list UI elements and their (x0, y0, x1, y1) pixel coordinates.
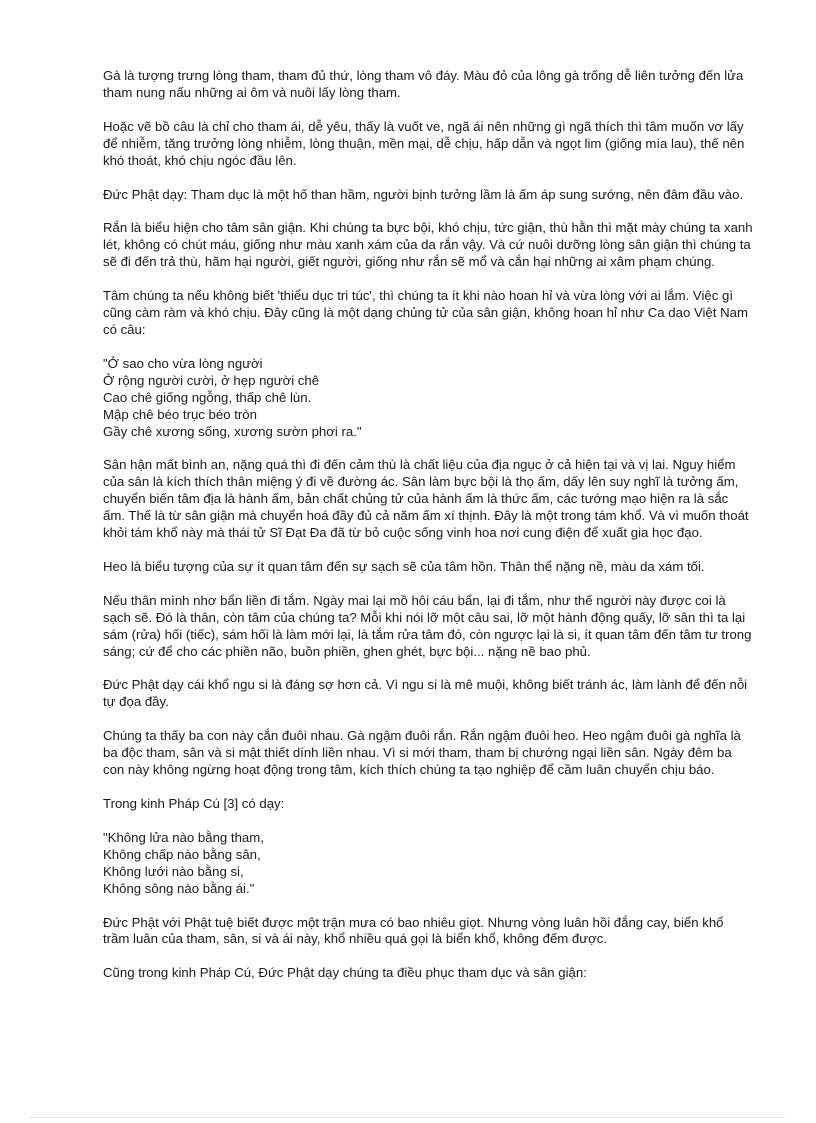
paragraph-dhammapada-intro: Trong kinh Pháp Cú [3] có dạy: (103, 796, 285, 811)
paragraph-dove: Hoặc vẽ bồ câu là chỉ cho tham ái, dễ yêu, thấy là vuốt ve, ngã ái nên những gì ngã thích thì tâm muốn vơ lấy để nhiễm, tăng trưởng lòng nhiễm, lòng thuận, mền mại, dễ chịu, hấp dẫn và ngọt lim (giống mía lau), thế nên khó thoát, khó chịu ngóc đầu lên. (103, 118, 745, 168)
paragraph-ignorance: Đức Phật dạy cái khổ ngu si là đáng sợ hơn cả. Vì ngu si là mê muội, không biết tránh ác, làm lành để đến nỗi tự đọa đầy. (103, 677, 748, 710)
paragraph-rooster: Gà là tượng trưng lòng tham, tham đủ thứ, lòng tham vô đáy. Màu đỏ của lông gà trống dễ liên tưởng đến lửa tham nung nấu những ai ôm và nuôi lấy lòng tham. (103, 68, 744, 100)
paragraph-pig: Heo là biểu tượng của sự ít quan tâm đến sự sạch sẽ của tâm hồn. Thân thể nặng nề, màu da xám tối. (103, 558, 705, 574)
paragraph-contentment: Tâm chúng ta nếu không biết 'thiểu dục tri túc', thì chúng ta ít khi nào hoan hỉ và vừa lòng với ai lắm. Việc gì cũng càm ràm và khó chịu. Đây cũng là một dạng chủng tử của sân giận, không hoan hỉ như Ca dao Việt Nam có câu: (103, 288, 748, 337)
paragraph-cleansing: Nếu thân mình nhơ bẩn liền đi tắm. Ngày mai lại mồ hôi cáu bẩn, lại đi tắm, như thế người này được coi là sạch sẽ. Đó là thân, còn tâm của chúng ta? Mỗi khi nói lỡ một câu sai, lỡ một hành động quấy, lỡ sân thì ta lại sám (rửa) hối (tiếc), sám hối là làm mới lại, là tắm rửa tâm đó, còn ngược lại là si, ít quan tâm đến tâm tư trong sáng; cứ để cho các phiền não, buồn phiền, ghen ghét, bực bội... nặng nề bao phủ. (103, 592, 752, 659)
paragraph-buddha-teaching-desire: Đức Phật dạy: Tham dục là một hố than hầm, người bịnh tưởng lầm là ấm áp sung sướng, nên đâm đầu vào. (103, 186, 744, 202)
page-bottom-divider (30, 1117, 786, 1118)
dhammapada-verse-quote: "Không lửa nào bằng tham, Không chấp nào bằng sân, Không lưới nào bằng si, Không sông nào bằng ái." (103, 829, 264, 896)
document-page (103, 68, 753, 999)
folk-verse-quote: "Ở sao cho vừa lòng người Ở rộng người cười, ở hẹp người chê Cao chê giống ngỗng, thấp chê lùn. Mập chê béo trục béo tròn Gầy chê xương sống, xương sườn phơi ra." (103, 355, 362, 439)
paragraph-anger-dangers: Sân hận mất bình an, nặng quá thì đi đến cảm thù là chất liệu của địa ngục ở cả hiện tại và vị lai. Nguy hiểm của sân là kích thích thân miệng ý đi về đường ác. Sân làm bực bội là thọ ấm, dấy lên suy nghĩ là tưởng ấm, chuyển biến tâm địa là hành ấm, bản chất chủng tử của hành ấm là thức ấm, các tướng mạo hiện ra là sắc ấm. Thế là từ sân giận mà chuyển hoá đầy đủ cả năm ấm xí thịnh. Đây là một trong tám khổ. Và vì muốn thoát khỏi tám khổ này mà thái tử Sĩ Đạt Đa đã từ bỏ cuộc sống vinh hoa nơi cung điện để xuất gia học đạo. (103, 457, 749, 541)
paragraph-samsara: Đức Phật với Phật tuệ biết được một trận mưa có bao nhiêu giọt. Nhưng vòng luân hồi đắng cay, biển khổ trầm luân của tham, sân, si và ái này, khổ nhiều quá gọi là biển khổ, không đếm được. (103, 914, 724, 947)
paragraph-three-animals: Chúng ta thấy ba con này cắn đuôi nhau. Gà ngậm đuôi rắn. Rắn ngậm đuôi heo. Heo ngậm đuôi gà nghĩa là ba độc tham, sân và si mật thiết dính liền nhau. Vì si mới tham, tham bị chướng ngại liền sân. Ngày đêm ba con này không ngừng hoạt động trong tâm, kích thích chúng ta tạo nghiệp để cầm luân chuyển chịu báo. (103, 728, 741, 778)
paragraph-closing: Cũng trong kinh Pháp Cú, Đức Phật dạy chúng ta điều phục tham dục và sân giận: (103, 965, 587, 981)
paragraph-snake: Rắn là biểu hiện cho tâm sân giận. Khi chúng ta bực bội, khó chịu, tức giận, thù hằn thì mặt mày chúng ta xanh lét, không có chút máu, giống như màu xanh xám của da rắn vậy. Và cứ nuôi dưỡng lòng sân giận thì chúng ta sẽ đi đến trả thù, hãm hại người, giết người, giống như rắn sẽ mổ và cắn hại những ai xâm phạm chúng. (103, 220, 753, 270)
